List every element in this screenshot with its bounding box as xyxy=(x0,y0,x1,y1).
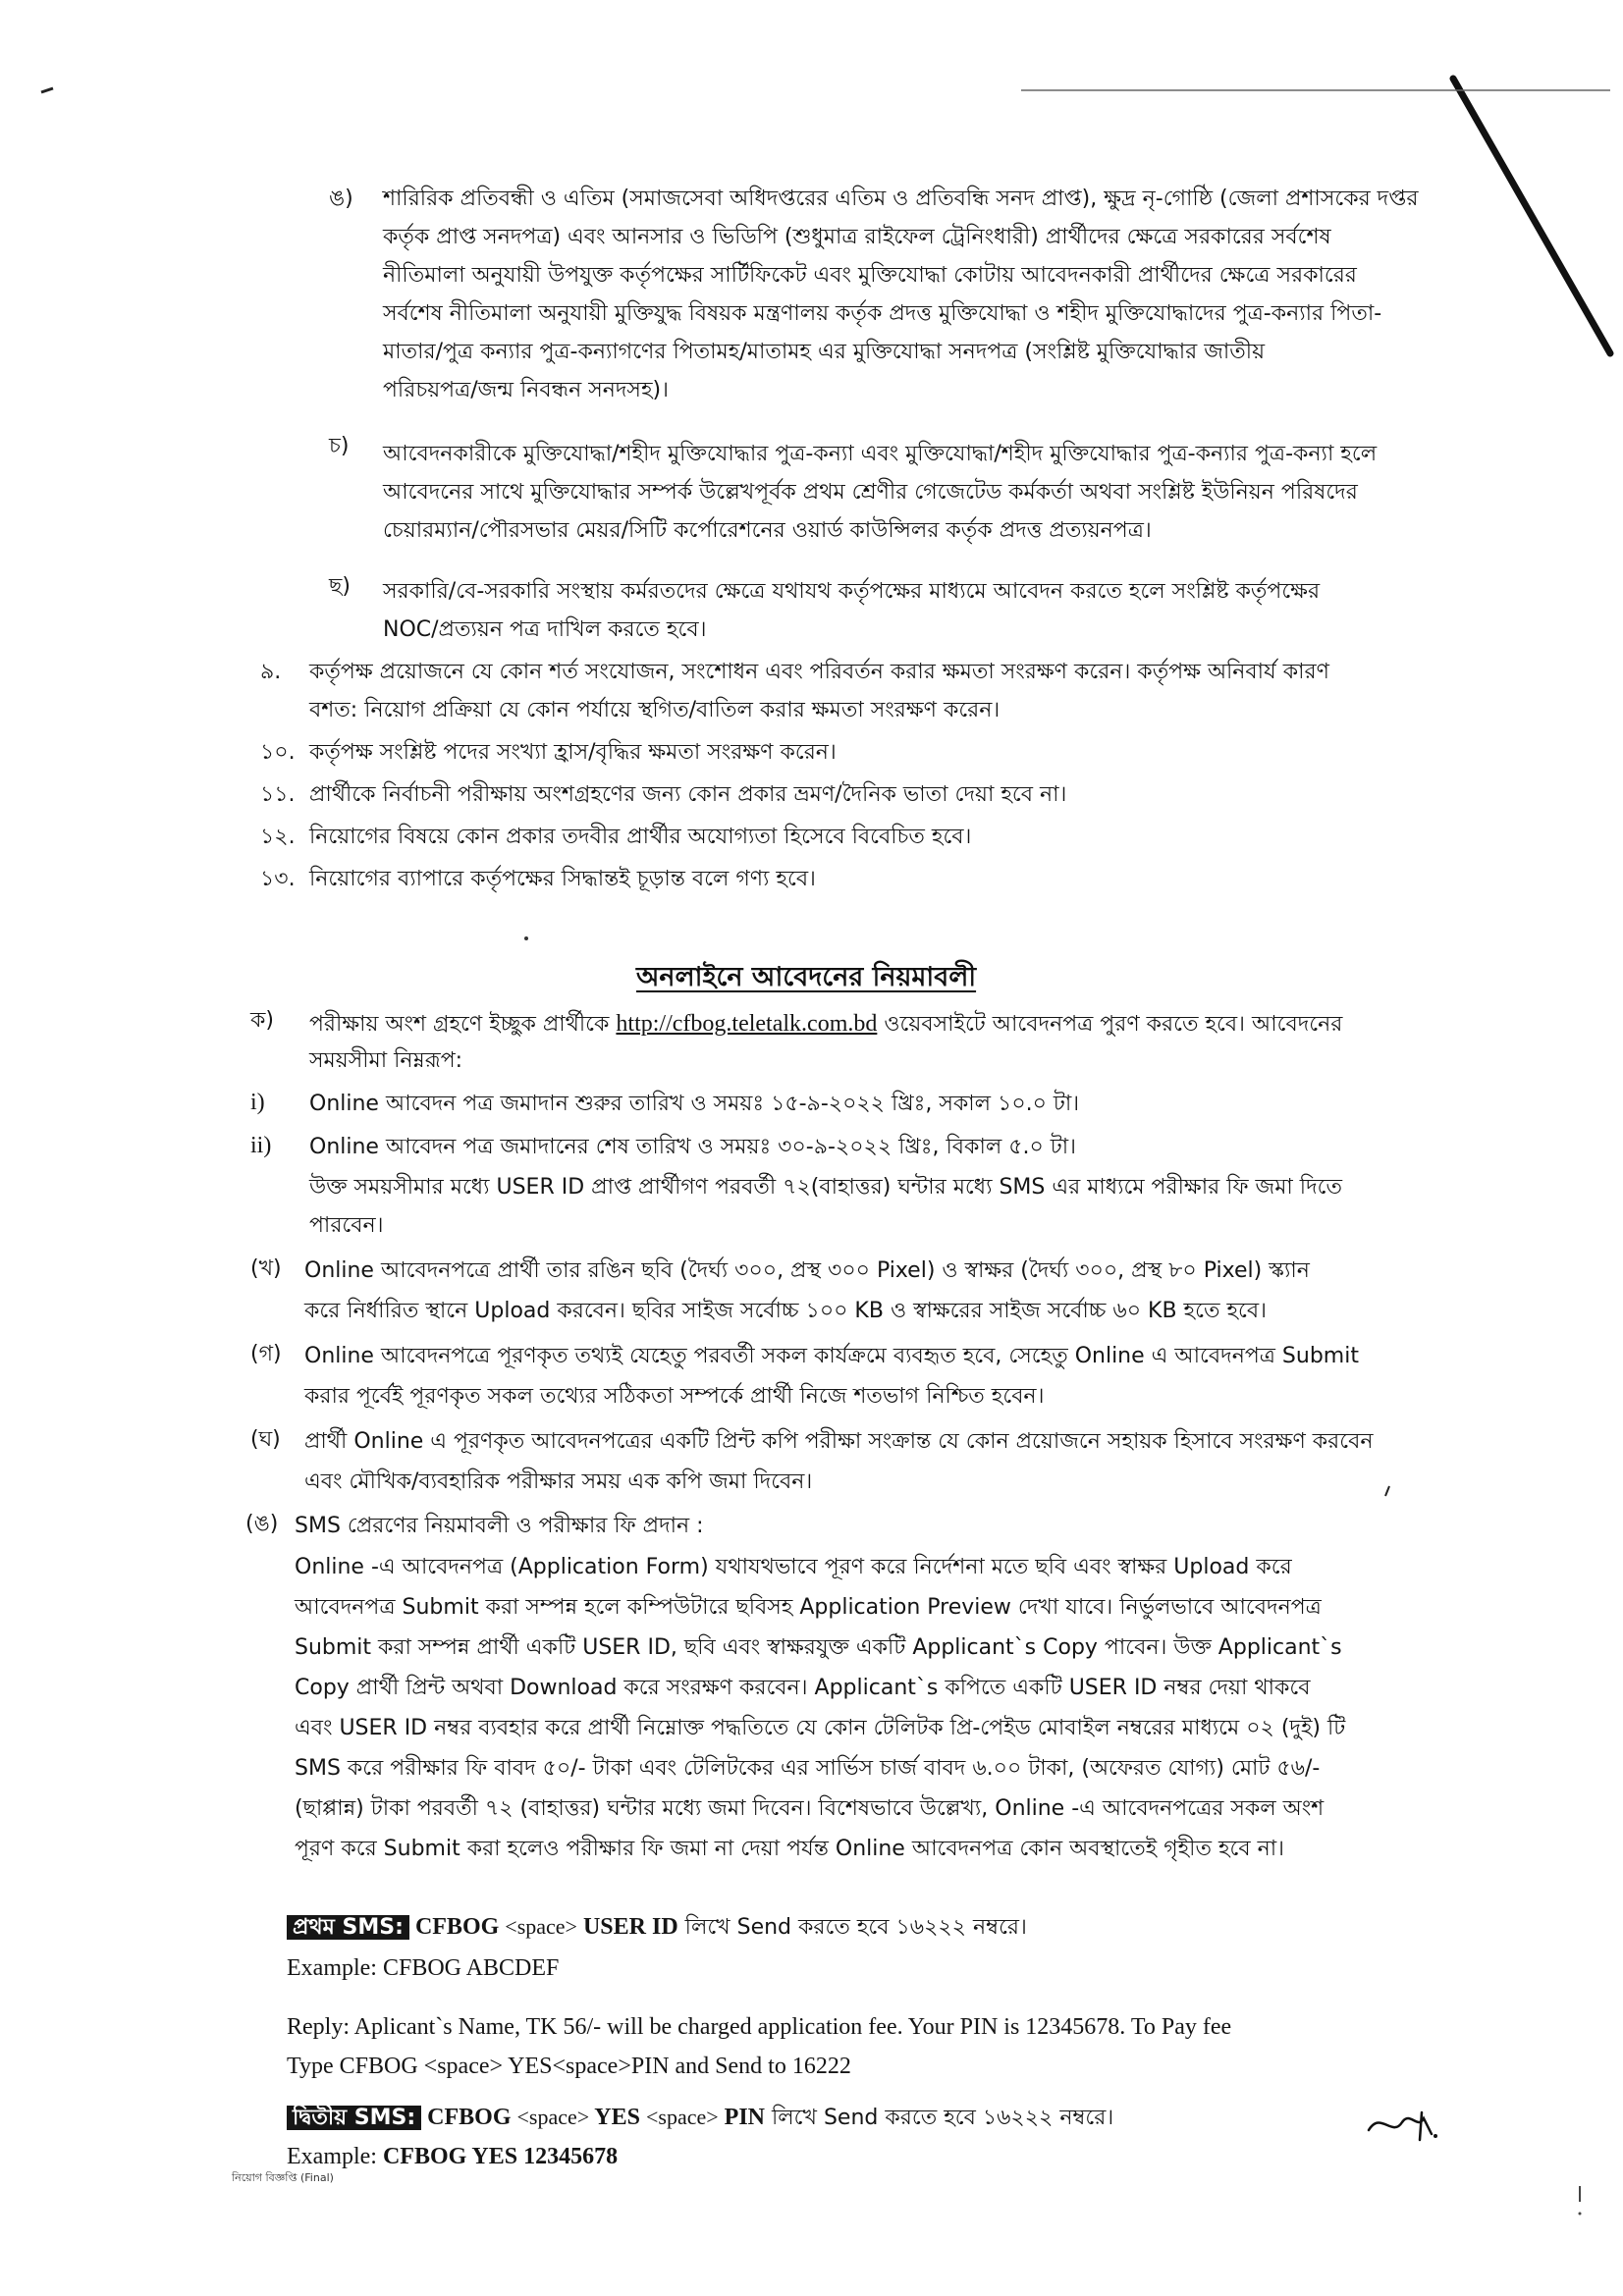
numbered-marker: ১৩. xyxy=(260,867,296,891)
item-marker-cha: চ) xyxy=(329,434,350,458)
sms2-example-line xyxy=(287,2142,618,2171)
sms2-example-label: Example: xyxy=(287,2144,383,2169)
scan-tick-mark xyxy=(39,86,59,96)
sms1-instruction: লিখে Send করতে হবে ১৬২২২ নম্বরে। xyxy=(677,1915,1027,1940)
online-uma-line: Online -এ আবেদনপত্র (Application Form) যথাযথভাবে পূরণ করে নির্দেশনা মতে ছবি এবং স্বাক্ষর Upload করে xyxy=(295,1555,1292,1579)
online-uma-line: Submit করা সম্পন্ন প্রার্থী একটি USER ID, ছবি এবং স্বাক্ষরযুক্ত একটি Applicant`s Copy পাবেন। উক্ত Applicant`s xyxy=(295,1635,1342,1660)
online-marker-uma: (ঙ) xyxy=(245,1512,279,1536)
sms2-instruction: লিখে Send করতে হবে ১৬২২২ নম্বরে। xyxy=(765,2106,1114,2130)
numbered-line: কর্তৃপক্ষ সংশ্লিষ্ট পদের সংখ্যা হ্রাস/বৃদ্ধির ক্ষমতা সংরক্ষণ করেন। xyxy=(309,740,837,765)
online-ka-line-2: সময়সীমা নিম্নরূপ: xyxy=(309,1048,463,1073)
online-ga-line: করার পূর্বেই পূরণকৃত সকল তথ্যের সঠিকতা সম্পর্কে প্রার্থী নিজে শতভাগ নিশ্চিত হবেন। xyxy=(304,1384,1045,1409)
numbered-line: প্রার্থীকে নির্বাচনী পরীক্ষায় অংশগ্রহণের জন্য কোন প্রকার ভ্রমণ/দৈনিক ভাতা দেয়া হবে না। xyxy=(309,782,1067,807)
online-ka-line-1 xyxy=(309,1009,1342,1040)
item-cha-line: আবেদনকারীকে মুক্তিযোদ্ধা/শহীদ মুক্তিযোদ্ধার পুত্র-কন্যা এবং মুক্তিযোদ্ধা/শহীদ মুক্তিযোদ্ধার পুত্র-কন্যার পুত্র-কন্যা হলে xyxy=(383,442,1378,466)
item-uma-line: কর্তৃক প্রাপ্ত সনদপত্র) এবং আনসার ও ভিডিপি (শুধুমাত্র রাইফেল ট্রেনিংধারী) প্রার্থীদের ক্ষেত্রে সরকারের সর্বশেষ xyxy=(383,225,1331,249)
teletalk-url-link[interactable]: http://cfbog.teletalk.com.bd xyxy=(616,1011,878,1037)
online-ii-line: উক্ত সময়সীমার মধ্যে USER ID প্রাপ্ত প্রার্থীগণ পরবর্তী ৭২(বাহাত্তর) ঘন্টার মধ্যে SMS এর মাধ্যমে পরীক্ষার ফি জমা দিতে xyxy=(309,1175,1343,1200)
online-uma-line: SMS করে পরীক্ষার ফি বাবদ ৫০/- টাকা এবং টেলিটকের এর সার্ভিস চার্জ বাবদ ৬.০০ টাকা, (অফেরত যোগ্য) মোট ৫৬/- xyxy=(295,1756,1321,1781)
online-marker-ga: (গ) xyxy=(250,1342,282,1366)
online-ka-text-post: ওয়েবসাইটে আবেদনপত্র পুরণ করতে হবে। আবেদনের xyxy=(877,1012,1343,1037)
sms1-example: Example: CFBOG ABCDEF xyxy=(287,1955,560,1981)
online-uma-line: Copy প্রার্থী প্রিন্ট অথবা Download করে সংরক্ষণ করবেন। Applicant`s কপিতে একটি USER ID নম্বর দেয়া থাকবে xyxy=(295,1676,1311,1700)
online-ii-line: Online আবেদন পত্র জমাদানের শেষ তারিখ ও সময়ঃ ৩০-৯-২০২২ খ্রিঃ, বিকাল ৫.০ টা। xyxy=(309,1135,1077,1159)
sms1-label: প্রথম SMS: xyxy=(287,1915,409,1940)
online-marker-i: i) xyxy=(250,1090,265,1115)
signature-initials-icon xyxy=(1363,2101,1441,2150)
item-chha-line: সরকারি/বে-সরকারি সংস্থায় কর্মরতদের ক্ষেত্রে যথাযথ কর্তৃপক্ষের মাধ্যমে আবেদন করতে হলে সংশ্লিষ্ট কর্তৃপক্ষের xyxy=(383,579,1321,604)
numbered-marker: ১০. xyxy=(260,740,296,765)
scan-top-line xyxy=(1021,80,1610,100)
online-uma-line: আবেদনপত্র Submit করা সম্পন্ন হলে কম্পিউটারে ছবিসহ Application Preview দেখা যাবে। নির্ভুলভাবে আবেদনপত্র xyxy=(295,1595,1322,1620)
scan-edge-stroke xyxy=(1434,59,1623,383)
numbered-marker: ৯. xyxy=(260,660,282,684)
sms2-space-2: <space> xyxy=(645,2105,719,2129)
online-marker-ii: ii) xyxy=(250,1133,272,1158)
item-cha-line: আবেদনের সাথে মুক্তিযোদ্ধার সম্পর্ক উল্লেখপূর্বক প্রথম শ্রেণীর গেজেটেড কর্মকর্তা অথবা সংশ্লিষ্ট ইউনিয়ন পরিষদের xyxy=(383,480,1358,505)
speck-mark xyxy=(522,934,530,942)
sms1-code: CFBOG xyxy=(408,1914,506,1940)
numbered-line: নিয়োগের ব্যাপারে কর্তৃপক্ষের সিদ্ধান্তই চূড়ান্ত বলে গণ্য হবে। xyxy=(309,867,816,891)
online-uma-line: (ছাপ্পান্ন) টাকা পরবর্তী ৭২ (বাহাত্তর) ঘন্টার মধ্যে জমা দিবেন। বিশেষভাবে উল্লেখ্য, Online -এ আবেদনপত্রের সকল অংশ xyxy=(295,1796,1325,1821)
numbered-line: নিয়োগের বিষয়ে কোন প্রকার তদবীর প্রার্থীর অযোগ্যতা হিসেবে বিবেচিত হবে। xyxy=(309,825,972,849)
sms1-userid: USER ID xyxy=(576,1914,678,1940)
sms1-reply-line: Type CFBOG <space> YES<space>PIN and Send to 16222 xyxy=(287,2054,851,2079)
numbered-marker: ১২. xyxy=(260,825,296,849)
sms2-pin: PIN xyxy=(718,2105,765,2130)
sms1-reply-line: Reply: Aplicant`s Name, TK 56/- will be charged application fee. Your PIN is 12345678. To Pay fee xyxy=(287,2014,1232,2040)
online-i-line: Online আবেদন পত্র জমাদান শুরুর তারিখ ও সময়ঃ ১৫-৯-২০২২ খ্রিঃ, সকাল ১০.০ টা। xyxy=(309,1092,1080,1116)
item-marker-uma: ঙ) xyxy=(329,187,353,211)
item-uma-line: শারিরিক প্রতিবন্ধী ও এতিম (সমাজসেবা অধিদপ্তরের এতিম ও প্রতিবন্ধি সনদ প্রাপ্ত), ক্ষুদ্র নৃ-গোষ্ঠি (জেলা প্রশাসকের দপ্তর xyxy=(383,187,1419,211)
numbered-marker: ১১. xyxy=(260,782,296,807)
numbered-line: বশত: নিয়োগ প্রক্রিয়া যে কোন পর্যায়ে স্থগিত/বাতিল করার ক্ষমতা সংরক্ষণ করেন। xyxy=(309,698,1001,722)
item-uma-line: পরিচয়পত্র/জন্ম নিবন্ধন সনদসহ)। xyxy=(383,378,669,402)
item-cha-line: চেয়ারম্যান/পৌরসভার মেয়র/সিটি কর্পোরেশনের ওয়ার্ড কাউন্সিলর কর্তৃক প্রদত্ত প্রত্যয়নপত্র। xyxy=(383,518,1152,543)
sms2-instruction-line xyxy=(287,2103,1113,2133)
item-uma-line: মাতার/পুত্র কন্যার পুত্র-কন্যাগণের পিতামহ/মাতামহ এর মুক্তিযোদ্ধা সনদপত্র (সংশ্লিষ্ট মুক্তিযোদ্ধার জাতীয় xyxy=(383,340,1266,364)
online-ga-line: Online আবেদনপত্রে পূরণকৃত তথ্যই যেহেতু পরবর্তী সকল কার্যক্রমে ব্যবহৃত হবে, সেহেতু Online এ আবেদনপত্র Submit xyxy=(304,1344,1359,1368)
online-ii-line: পারবেন। xyxy=(309,1213,384,1238)
online-marker-kha: (খ) xyxy=(250,1256,282,1281)
sms1-instruction-line xyxy=(287,1912,1027,1943)
item-marker-chha: ছ) xyxy=(329,574,351,599)
item-uma-line: নীতিমালা অনুযায়ী উপযুক্ত কর্তৃপক্ষের সার্টিফিকেট এবং মুক্তিযোদ্ধা কোটায় আবেদনকারী প্রার্থীদের ক্ষেত্রে সরকারের xyxy=(383,263,1357,288)
online-uma-line: এবং USER ID নম্বর ব্যবহার করে প্রার্থী নিম্নোক্ত পদ্ধতিতে যে কোন টেলিটক প্রি-পেইড মোবাইল নম্বরের মাধ্যমে ০২ (দুই) টি xyxy=(295,1716,1346,1740)
speck-mark xyxy=(1382,1484,1392,1498)
online-uma-title: SMS প্রেরণের নিয়মাবলী ও পরীক্ষার ফি প্রদান : xyxy=(295,1514,704,1538)
online-marker-ka: ক) xyxy=(250,1008,274,1033)
online-kha-line: Online আবেদনপত্রে প্রার্থী তার রঙিন ছবি (দৈর্ঘ্য ৩০০, প্রস্থ ৩০০ Pixel) ও স্বাক্ষর (দৈর্ঘ্য ৩০০, প্রস্থ ৮০ Pixel) স্ক্যান xyxy=(304,1258,1310,1283)
sms1-space: <space> xyxy=(505,1914,577,1939)
item-chha-line: NOC/প্রত্যয়ন পত্র দাখিল করতে হবে। xyxy=(383,617,707,642)
sms2-yes: YES xyxy=(589,2105,646,2130)
online-gha-line: প্রার্থী Online এ পূরণকৃত আবেদনপত্রের একটি প্রিন্ট কপি পরীক্ষা সংক্রান্ত যে কোন প্রয়োজনে সহায়ক হিসাবে সংরক্ষণ করবেন xyxy=(304,1429,1374,1454)
online-rules-heading: অনলাইনে আবেদনের নিয়মাবলী xyxy=(636,962,977,992)
sms2-label: দ্বিতীয় SMS: xyxy=(287,2106,421,2130)
online-gha-line: এবং মৌখিক/ব্যবহারিক পরীক্ষার সময় এক কপি জমা দিবেন। xyxy=(304,1469,813,1494)
online-kha-line: করে নির্ধারিত স্থানে Upload করবেন। ছবির সাইজ সর্বোচ্চ ১০০ KB ও স্বাক্ষরের সাইজ সর্বোচ্চ ৬০ KB হতে হবে। xyxy=(304,1299,1267,1323)
item-uma-line: সর্বশেষ নীতিমালা অনুযায়ী মুক্তিযুদ্ধ বিষয়ক মন্ত্রণালয় কর্তৃক প্রদত্ত মুক্তিযোদ্ধা ও শহীদ মুক্তিযোদ্ধাদের পুত্র-কন্যার পিতা- xyxy=(383,301,1382,326)
scan-side-mark xyxy=(1575,2184,1585,2223)
numbered-line: কর্তৃপক্ষ প্রয়োজনে যে কোন শর্ত সংযোজন, সংশোধন এবং পরিবর্তন করার ক্ষমতা সংরক্ষণ করেন। কর্তৃপক্ষ অনিবার্য কারণ xyxy=(309,660,1329,684)
sms2-example-value: CFBOG YES 12345678 xyxy=(382,2144,619,2169)
footer-file-label: নিয়োগ বিজ্ঞপ্তি (Final) xyxy=(232,2171,334,2184)
online-marker-gha: (ঘ) xyxy=(250,1427,281,1452)
online-uma-line: পূরণ করে Submit করা হলেও পরীক্ষার ফি জমা না দেয়া পর্যন্ত Online আবেদনপত্র কোন অবস্থাতেই গৃহীত হবে না। xyxy=(295,1837,1284,1861)
online-ka-text-pre: পরীক্ষায় অংশ গ্রহণে ইচ্ছুক প্রার্থীকে xyxy=(309,1012,617,1037)
sms2-code: CFBOG xyxy=(421,2105,517,2130)
sms2-space-1: <space> xyxy=(516,2105,590,2129)
